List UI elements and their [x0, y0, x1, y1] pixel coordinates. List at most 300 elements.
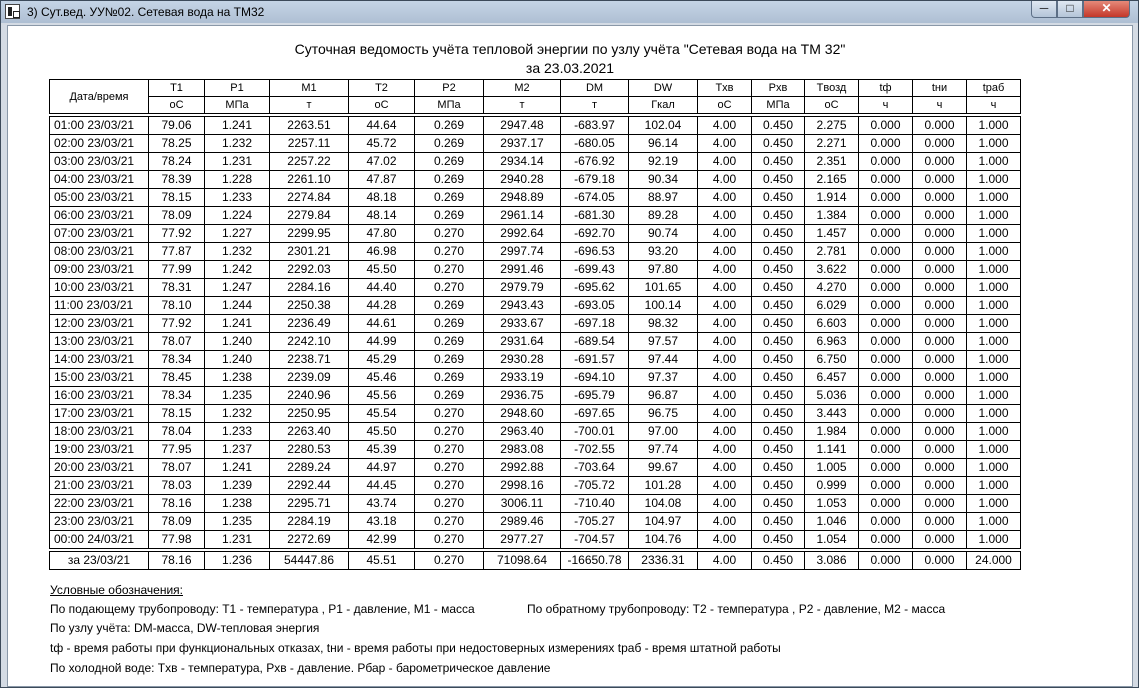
row-datetime: 15:00 23/03/21 [50, 369, 149, 387]
table-cell: 0.000 [913, 369, 967, 387]
col-unit: oC [149, 97, 205, 114]
table-cell: 1.914 [805, 189, 859, 207]
table-cell: 0.269 [415, 189, 484, 207]
table-cell: 4.00 [698, 477, 752, 495]
row-datetime: 03:00 23/03/21 [50, 153, 149, 171]
table-cell: 1.000 [967, 531, 1021, 549]
col-unit: ч [967, 97, 1021, 114]
table-cell: 45.72 [349, 135, 415, 153]
row-datetime: 22:00 23/03/21 [50, 495, 149, 513]
row-datetime: 05:00 23/03/21 [50, 189, 149, 207]
table-cell: 1.232 [205, 135, 270, 153]
table-cell: 48.18 [349, 189, 415, 207]
table-cell: 47.02 [349, 153, 415, 171]
table-cell: 45.50 [349, 261, 415, 279]
table-cell: 47.80 [349, 225, 415, 243]
legend-cold-water: По холодной воде: Tхв - температура, Pхв - давление. Pбар - барометрическое давление [50, 661, 551, 675]
table-row[interactable] [50, 405, 1021, 423]
table-cell: 0.450 [752, 333, 805, 351]
table-cell: 101.28 [629, 477, 698, 495]
table-row[interactable] [50, 117, 1021, 135]
table-cell: 45.54 [349, 405, 415, 423]
table-row[interactable] [50, 495, 1021, 513]
table-cell: 3.443 [805, 405, 859, 423]
table-cell: 96.87 [629, 387, 698, 405]
table-cell: 0.450 [752, 297, 805, 315]
table-row[interactable] [50, 387, 1021, 405]
table-cell: 2940.28 [484, 171, 561, 189]
table-cell: 1.053 [805, 495, 859, 513]
table-cell: 0.269 [415, 333, 484, 351]
total-cell: -16650.78 [561, 552, 629, 570]
total-cell: 45.51 [349, 552, 415, 570]
table-cell: 78.16 [149, 495, 205, 513]
table-cell: 1.984 [805, 423, 859, 441]
table-cell: 0.000 [913, 387, 967, 405]
table-cell: 44.97 [349, 459, 415, 477]
table-cell: 0.269 [415, 171, 484, 189]
table-cell: 2983.08 [484, 441, 561, 459]
title-bar[interactable] [1, 1, 1138, 23]
row-datetime: 04:00 23/03/21 [50, 171, 149, 189]
table-cell: 1.241 [205, 117, 270, 135]
table-cell: 104.08 [629, 495, 698, 513]
legend-node: По узлу учёта: DM-масса, DW-тепловая энергия [50, 621, 320, 635]
table-cell: 0.450 [752, 387, 805, 405]
table-cell: 1.224 [205, 207, 270, 225]
table-cell: 0.000 [913, 225, 967, 243]
table-cell: 104.97 [629, 513, 698, 531]
table-cell: -676.92 [561, 153, 629, 171]
table-cell: -683.97 [561, 117, 629, 135]
table-row[interactable] [50, 207, 1021, 225]
maximize-icon: □ [1066, 1, 1074, 15]
table-cell: 0.270 [415, 261, 484, 279]
table-cell: 0.450 [752, 261, 805, 279]
table-cell: 0.269 [415, 297, 484, 315]
table-cell: 2279.84 [270, 207, 349, 225]
table-cell: 92.19 [629, 153, 698, 171]
row-datetime: 13:00 23/03/21 [50, 333, 149, 351]
total-cell: 0.450 [752, 552, 805, 570]
table-cell: 0.000 [913, 117, 967, 135]
table-row[interactable] [50, 189, 1021, 207]
table-cell: 5.036 [805, 387, 859, 405]
row-datetime: 01:00 23/03/21 [50, 117, 149, 135]
table-cell: 4.00 [698, 405, 752, 423]
table-cell: 2295.71 [270, 495, 349, 513]
table-cell: 2943.43 [484, 297, 561, 315]
header-row [50, 80, 1021, 97]
row-datetime: 06:00 23/03/21 [50, 207, 149, 225]
table-row[interactable] [50, 333, 1021, 351]
table-cell: 0.270 [415, 459, 484, 477]
table-cell: 90.34 [629, 171, 698, 189]
table-cell: 2289.24 [270, 459, 349, 477]
table-row[interactable] [50, 279, 1021, 297]
col-unit: МПа [415, 97, 484, 114]
table-body [50, 114, 1021, 570]
col-unit: oC [805, 97, 859, 114]
table-cell: 2.271 [805, 135, 859, 153]
table-cell: 0.000 [859, 117, 913, 135]
table-cell: 0.000 [913, 459, 967, 477]
table-cell: 2257.11 [270, 135, 349, 153]
table-cell: 1.000 [967, 315, 1021, 333]
units-row [50, 97, 1021, 114]
table-cell: 1.247 [205, 279, 270, 297]
table-cell: 1.000 [967, 225, 1021, 243]
table-cell: 3006.11 [484, 495, 561, 513]
table-cell: 1.000 [967, 207, 1021, 225]
table-cell: 1.457 [805, 225, 859, 243]
table-cell: 2239.09 [270, 369, 349, 387]
table-cell: 0.450 [752, 189, 805, 207]
table-cell: 78.34 [149, 387, 205, 405]
total-cell: 71098.64 [484, 552, 561, 570]
row-datetime: 17:00 23/03/21 [50, 405, 149, 423]
table-cell: 0.269 [415, 207, 484, 225]
col-unit: ч [913, 97, 967, 114]
table-row[interactable] [50, 261, 1021, 279]
close-icon: ✕ [1101, 1, 1112, 15]
table-cell: 0.000 [859, 279, 913, 297]
col-header: DM [561, 80, 629, 97]
table-cell: 0.000 [913, 513, 967, 531]
table-cell: 78.04 [149, 423, 205, 441]
table-cell: 4.00 [698, 135, 752, 153]
table-cell: 1.242 [205, 261, 270, 279]
table-cell: 1.000 [967, 135, 1021, 153]
table-cell: 77.98 [149, 531, 205, 549]
row-datetime: 08:00 23/03/21 [50, 243, 149, 261]
table-cell: 0.000 [913, 405, 967, 423]
table-cell: -702.55 [561, 441, 629, 459]
table-cell: 0.269 [415, 387, 484, 405]
table-row[interactable] [50, 459, 1021, 477]
table-cell: 1.000 [967, 369, 1021, 387]
table-cell: 88.97 [629, 189, 698, 207]
table-cell: 102.04 [629, 117, 698, 135]
table-cell: 45.50 [349, 423, 415, 441]
table-cell: 101.65 [629, 279, 698, 297]
table-cell: 1.239 [205, 477, 270, 495]
col-header: M2 [484, 80, 561, 97]
total-cell: 3.086 [805, 552, 859, 570]
table-cell: 0.000 [859, 207, 913, 225]
table-row[interactable] [50, 297, 1021, 315]
table-cell: 97.44 [629, 351, 698, 369]
table-cell: 4.00 [698, 153, 752, 171]
total-cell: 1.236 [205, 552, 270, 570]
table-cell: 93.20 [629, 243, 698, 261]
table-cell: -704.57 [561, 531, 629, 549]
table-cell: 0.270 [415, 531, 484, 549]
col-unit: т [484, 97, 561, 114]
table-cell: 78.24 [149, 153, 205, 171]
row-datetime: 11:00 23/03/21 [50, 297, 149, 315]
table-cell: 2261.10 [270, 171, 349, 189]
table-cell: 0.270 [415, 279, 484, 297]
window-title: 3) Сут.вед. УУ№02. Сетевая вода на ТМ32 [27, 5, 265, 19]
col-unit: oC [698, 97, 752, 114]
col-unit: т [270, 97, 349, 114]
table-cell: 1.231 [205, 153, 270, 171]
app-icon[interactable] [5, 4, 20, 19]
table-cell: 0.000 [859, 531, 913, 549]
table-cell: 1.238 [205, 369, 270, 387]
table-cell: 2.275 [805, 117, 859, 135]
table-cell: 0.000 [913, 243, 967, 261]
total-cell: 4.00 [698, 552, 752, 570]
table-cell: 1.000 [967, 423, 1021, 441]
table-row[interactable] [50, 171, 1021, 189]
table-row[interactable] [50, 315, 1021, 333]
table-cell: 1.240 [205, 351, 270, 369]
table-cell: 0.000 [859, 441, 913, 459]
table-cell: 2936.75 [484, 387, 561, 405]
table-cell: 45.39 [349, 441, 415, 459]
table-cell: 0.000 [859, 297, 913, 315]
table-row[interactable] [50, 369, 1021, 387]
table-cell: 1.000 [967, 495, 1021, 513]
table-cell: 78.34 [149, 351, 205, 369]
col-header: tраб [967, 80, 1021, 97]
table-cell: -694.10 [561, 369, 629, 387]
table-cell: 2948.89 [484, 189, 561, 207]
table-cell: 1.000 [967, 279, 1021, 297]
table-cell: 4.00 [698, 261, 752, 279]
table-cell: 0.450 [752, 495, 805, 513]
total-row[interactable] [50, 552, 1021, 570]
table-cell: 44.28 [349, 297, 415, 315]
table-cell: 2989.46 [484, 513, 561, 531]
table-cell: 1.000 [967, 405, 1021, 423]
table-cell: 2991.46 [484, 261, 561, 279]
total-cell: 78.16 [149, 552, 205, 570]
table-cell: 1.000 [967, 117, 1021, 135]
table-cell: 0.450 [752, 315, 805, 333]
table-cell: 1.231 [205, 531, 270, 549]
table-cell: 2284.19 [270, 513, 349, 531]
table-cell: 0.000 [859, 369, 913, 387]
table-cell: 1.000 [967, 333, 1021, 351]
table-row[interactable] [50, 153, 1021, 171]
table-row[interactable] [50, 513, 1021, 531]
table-cell: 1.000 [967, 351, 1021, 369]
table-cell: 0.000 [913, 153, 967, 171]
table-cell: 1.054 [805, 531, 859, 549]
table-cell: 0.000 [913, 171, 967, 189]
table-cell: 4.00 [698, 315, 752, 333]
table-cell: -692.70 [561, 225, 629, 243]
table-row[interactable] [50, 243, 1021, 261]
table-cell: 78.07 [149, 333, 205, 351]
row-datetime: 09:00 23/03/21 [50, 261, 149, 279]
table-row[interactable] [50, 351, 1021, 369]
row-datetime: 20:00 23/03/21 [50, 459, 149, 477]
table-cell: 0.000 [859, 261, 913, 279]
table-cell: 1.228 [205, 171, 270, 189]
table-cell: 0.450 [752, 279, 805, 297]
table-cell: 3.622 [805, 261, 859, 279]
table-cell: 79.06 [149, 117, 205, 135]
table-cell: 2280.53 [270, 441, 349, 459]
total-cell: 54447.86 [270, 552, 349, 570]
table-cell: 2257.22 [270, 153, 349, 171]
row-datetime: 02:00 23/03/21 [50, 135, 149, 153]
col-header: T2 [349, 80, 415, 97]
table-cell: 1.241 [205, 315, 270, 333]
table-cell: 0.000 [859, 423, 913, 441]
table-cell: 0.450 [752, 117, 805, 135]
table-cell: 104.76 [629, 531, 698, 549]
table-cell: 0.269 [415, 153, 484, 171]
table-cell: 0.000 [913, 351, 967, 369]
total-cell: 0.000 [859, 552, 913, 570]
col-header: Дата/время [50, 80, 149, 114]
table-cell: 0.000 [913, 423, 967, 441]
table-cell: 2963.40 [484, 423, 561, 441]
row-datetime: 19:00 23/03/21 [50, 441, 149, 459]
table-cell: 96.14 [629, 135, 698, 153]
table-cell: -710.40 [561, 495, 629, 513]
table-cell: 0.450 [752, 405, 805, 423]
table-cell: -695.62 [561, 279, 629, 297]
table-cell: 78.15 [149, 405, 205, 423]
table-cell: 0.270 [415, 423, 484, 441]
table-cell: 47.87 [349, 171, 415, 189]
table-cell: 0.000 [859, 513, 913, 531]
table-cell: 2992.88 [484, 459, 561, 477]
table-cell: 0.270 [415, 513, 484, 531]
table-cell: 1.000 [967, 171, 1021, 189]
table-cell: 99.67 [629, 459, 698, 477]
table-cell: 0.000 [913, 189, 967, 207]
table-cell: 1.240 [205, 333, 270, 351]
table-cell: 0.450 [752, 243, 805, 261]
table-cell: 2242.10 [270, 333, 349, 351]
table-row[interactable] [50, 531, 1021, 549]
table-cell: 0.450 [752, 171, 805, 189]
table-cell: 0.000 [859, 243, 913, 261]
col-unit: ч [859, 97, 913, 114]
table-cell: 4.00 [698, 495, 752, 513]
table-cell: 97.80 [629, 261, 698, 279]
table-cell: 4.00 [698, 423, 752, 441]
table-cell: 2299.95 [270, 225, 349, 243]
table-cell: 0.450 [752, 351, 805, 369]
total-label: за 23/03/21 [50, 552, 149, 570]
table-cell: 0.000 [913, 495, 967, 513]
table-cell: 44.64 [349, 117, 415, 135]
table-row[interactable] [50, 423, 1021, 441]
table-cell: 2292.44 [270, 477, 349, 495]
table-cell: 44.45 [349, 477, 415, 495]
table-cell: 77.92 [149, 225, 205, 243]
table-cell: 2979.79 [484, 279, 561, 297]
table-cell: 78.03 [149, 477, 205, 495]
table-cell: 0.450 [752, 531, 805, 549]
table-cell: 77.92 [149, 315, 205, 333]
table-cell: 78.09 [149, 513, 205, 531]
table-cell: 1.000 [967, 189, 1021, 207]
table-row[interactable] [50, 441, 1021, 459]
table-cell: 1.000 [967, 153, 1021, 171]
table-cell: 78.31 [149, 279, 205, 297]
table-cell: 4.270 [805, 279, 859, 297]
table-cell: 1.046 [805, 513, 859, 531]
table-cell: 1.000 [967, 297, 1021, 315]
table-cell: 2284.16 [270, 279, 349, 297]
table-cell: 42.99 [349, 531, 415, 549]
col-header: Tвозд [805, 80, 859, 97]
table-cell: 2947.48 [484, 117, 561, 135]
table-cell: 1.000 [967, 243, 1021, 261]
table-cell: 6.457 [805, 369, 859, 387]
table-cell: 90.74 [629, 225, 698, 243]
table-cell: 44.61 [349, 315, 415, 333]
maximize-button[interactable] [1057, 1, 1083, 18]
table-cell: 98.32 [629, 315, 698, 333]
table-cell: 78.15 [149, 189, 205, 207]
table-cell: 44.99 [349, 333, 415, 351]
col-header: P2 [415, 80, 484, 97]
table-cell: 1.000 [967, 261, 1021, 279]
table-cell: 4.00 [698, 171, 752, 189]
table-cell: 0.450 [752, 135, 805, 153]
table-cell: 45.56 [349, 387, 415, 405]
table-cell: 0.000 [913, 297, 967, 315]
table-cell: 44.40 [349, 279, 415, 297]
col-header: tни [913, 80, 967, 97]
col-header: M1 [270, 80, 349, 97]
table-cell: 2301.21 [270, 243, 349, 261]
table-cell: 4.00 [698, 369, 752, 387]
table-cell: 0.269 [415, 315, 484, 333]
table-cell: -689.54 [561, 333, 629, 351]
table-cell: 2933.67 [484, 315, 561, 333]
row-datetime: 07:00 23/03/21 [50, 225, 149, 243]
table-cell: 0.000 [859, 315, 913, 333]
table-cell: -700.01 [561, 423, 629, 441]
table-cell: 2263.51 [270, 117, 349, 135]
table-cell: 4.00 [698, 189, 752, 207]
table-cell: 0.000 [913, 441, 967, 459]
table-cell: 0.269 [415, 117, 484, 135]
col-header: DW [629, 80, 698, 97]
minimize-button[interactable] [1031, 1, 1057, 18]
table-cell: -705.72 [561, 477, 629, 495]
table-cell: 0.000 [859, 225, 913, 243]
row-datetime: 16:00 23/03/21 [50, 387, 149, 405]
table-cell: 1.232 [205, 405, 270, 423]
table-cell: 4.00 [698, 441, 752, 459]
legend-return: По обратному трубопроводу: T2 - температура , P2 - давление, M2 - масса [527, 602, 946, 616]
close-button[interactable] [1083, 1, 1130, 18]
table-cell: 78.07 [149, 459, 205, 477]
table-cell: 0.000 [859, 351, 913, 369]
table-cell: 2961.14 [484, 207, 561, 225]
col-unit: МПа [205, 97, 270, 114]
table-cell: -699.43 [561, 261, 629, 279]
table-row[interactable] [50, 477, 1021, 495]
table-cell: 4.00 [698, 297, 752, 315]
table-cell: 0.000 [859, 189, 913, 207]
table-row[interactable] [50, 225, 1021, 243]
table-cell: 1.232 [205, 243, 270, 261]
table-row[interactable] [50, 135, 1021, 153]
